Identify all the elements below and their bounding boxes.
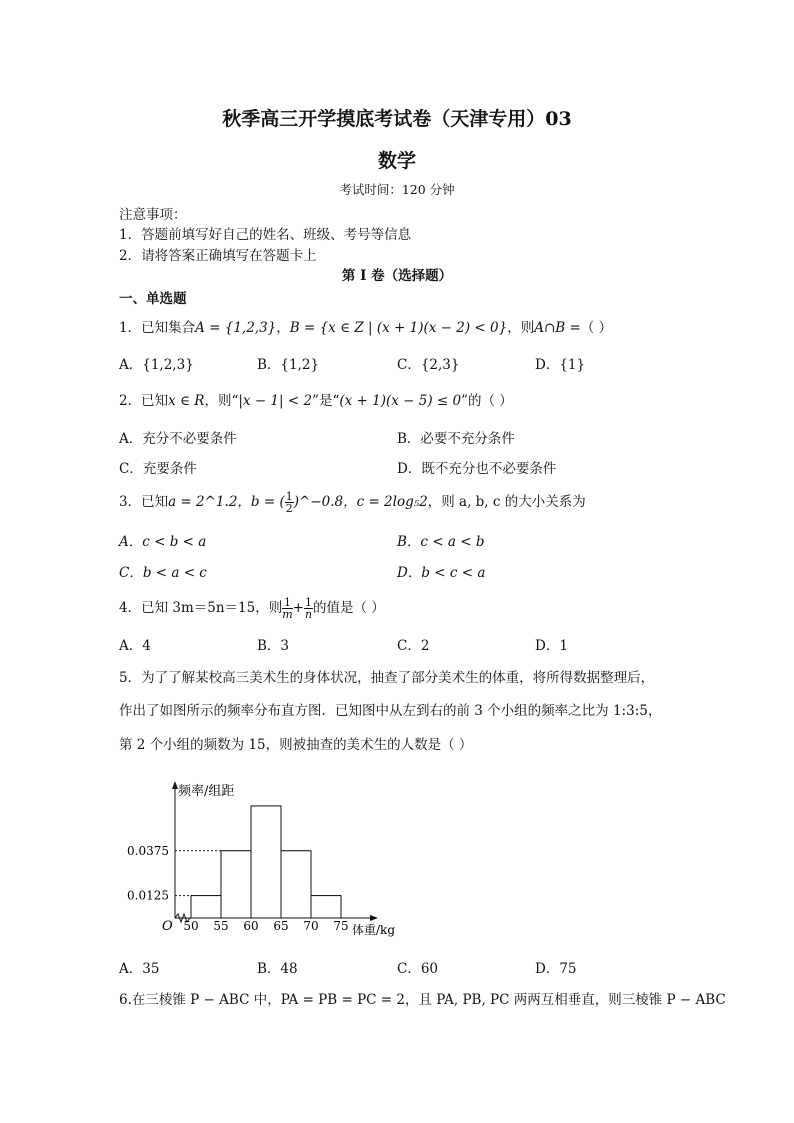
question-6: 6.在三棱锥 P − ABC 中，PA = PB = PC = 2，且 PA, PB, PC 两两互相垂直，则三棱锥 P − ABC	[119, 992, 726, 1008]
q3-c: ，c = 2log₅2	[343, 494, 428, 510]
q3-option-b: B．c < a < b	[397, 534, 485, 550]
q1-option-b: B．{1,2}	[257, 357, 320, 373]
q4-f1-num: 1	[283, 596, 291, 609]
q4-f2-num: 1	[304, 596, 312, 609]
q3-text-b: ，则 a, b, c 的大小关系为	[427, 494, 586, 510]
q2-option-d: D．既不充分也不必要条件	[397, 461, 557, 477]
q4-frac-2	[304, 597, 313, 620]
bar-65-70	[281, 851, 311, 918]
question-2	[119, 389, 513, 409]
q5-option-d: D．75	[535, 961, 577, 977]
q2-text: 2．已知	[119, 393, 169, 409]
q4-option-c: C．2	[397, 638, 430, 654]
x-tick-label: 70	[303, 919, 319, 933]
q1-option-a: A．{1,2,3}	[119, 357, 194, 373]
q5-line-3: 第 2 个小组的频数为 15，则被抽查的美术生的人数是（ ）	[119, 737, 473, 753]
q4-option-d: D．1	[535, 638, 568, 654]
q3-a: a = 2^1.2	[168, 494, 238, 510]
question-1	[119, 316, 612, 336]
q5-line-2: 作出了如图所示的频率分布直方图．已知图中从左到右的前 3 个小组的频率之比为 1:3:5，	[119, 703, 662, 719]
q2-option-b: B．必要不充分条件	[397, 431, 515, 447]
q4-text-b: 的值是（ ）	[312, 600, 385, 616]
x-tick-label: 55	[213, 919, 229, 933]
x-tick-label: 75	[333, 919, 349, 933]
bar-60-65	[251, 806, 281, 918]
q4-option-a: A．4	[119, 638, 151, 654]
q2-text-c: ”是“	[312, 393, 340, 409]
question-3	[119, 490, 586, 514]
subject-title: 数学	[377, 150, 416, 172]
q2-cond-1: |x − 1| < 2	[238, 393, 313, 409]
q2-cond-2: (x + 1)(x − 5) ≤ 0	[339, 393, 462, 409]
q5-option-c: C．60	[397, 961, 439, 977]
q4-f1-den: m	[282, 608, 293, 621]
exam-title: 秋季高三开学摸底考试卷（天津专用）03	[222, 108, 572, 130]
q1-sep: ，	[276, 320, 290, 336]
q5-option-a: A．35	[119, 961, 160, 977]
q3-option-d: D．b < c < a	[397, 565, 486, 581]
section-title: 第 I 卷（选择题）	[341, 268, 453, 284]
q5-option-b: B．48	[257, 961, 298, 977]
x-axis-arrow	[370, 915, 378, 921]
x-tick-label: 50	[183, 919, 199, 933]
q3-option-a: A．c < b < a	[119, 534, 207, 550]
part-title: 一、单选题	[119, 291, 187, 307]
q2-text-b: ，则“	[204, 393, 239, 409]
exam-time: 考试时间：120 分钟	[339, 182, 455, 197]
q1-set-b: B = {x ∈ Z | (x + 1)(x − 2) < 0}	[289, 320, 508, 336]
note-item-1: 1．答题前填写好自己的姓名、班级、考号等信息	[119, 227, 412, 243]
note-item-2: 2．请将答案正确填写在答题卡上	[119, 248, 317, 264]
q4-f2-den: n	[304, 608, 313, 621]
q4-text: 4．已知 3m＝5n＝15，则	[119, 600, 283, 616]
bar-50-55	[191, 896, 221, 918]
q3-b-pre: ，b = (	[237, 494, 285, 510]
q2-cond-x: x ∈ R	[168, 393, 205, 409]
x-axis-label: 体重/kg	[352, 923, 395, 937]
q2-option-a: A．充分不必要条件	[119, 431, 237, 447]
q5-line-1: 5．为了了解某校高三美术生的身体状况，抽查了部分美术生的体重，将所得数据整理后，	[119, 670, 655, 686]
x-tick-label: 65	[273, 919, 289, 933]
q2-option-c: C．充要条件	[119, 461, 197, 477]
q3-text: 3．已知	[119, 494, 169, 510]
q1-option-c: C．{2,3}	[397, 357, 460, 373]
q1-option-d: D．{1}	[535, 357, 586, 373]
q1-expr: A∩B =	[534, 320, 581, 336]
q1-then: ，则	[507, 320, 535, 336]
y-axis-label: 频率/组距	[178, 784, 235, 799]
x-tick-label: 60	[243, 919, 259, 933]
q4-option-b: B．3	[257, 638, 290, 654]
y-tick-label: 0.0125	[127, 888, 169, 903]
q3-b-exp: )^−0.8	[293, 494, 344, 510]
q2-text-d: ”的（ ）	[461, 393, 513, 409]
q3-b-fraction	[285, 491, 294, 514]
q4-frac-1	[282, 597, 292, 620]
q3-b-den: 2	[285, 502, 293, 515]
q4-plus: +	[292, 600, 304, 616]
y-tick-label: 0.0375	[127, 843, 169, 858]
q1-paren: （ ）	[580, 320, 613, 336]
q3-option-c: C．b < a < c	[119, 565, 207, 581]
origin-label: O	[162, 919, 173, 934]
bar-70-75	[311, 896, 341, 918]
bar-55-60	[221, 851, 251, 918]
q1-set-a: A = {1,2,3}	[195, 320, 277, 336]
q1-text: 1．已知集合	[119, 320, 196, 336]
notes-heading: 注意事项：	[119, 207, 187, 223]
frequency-histogram	[110, 775, 420, 945]
q3-b-num: 1	[285, 490, 293, 503]
question-4	[119, 596, 385, 620]
